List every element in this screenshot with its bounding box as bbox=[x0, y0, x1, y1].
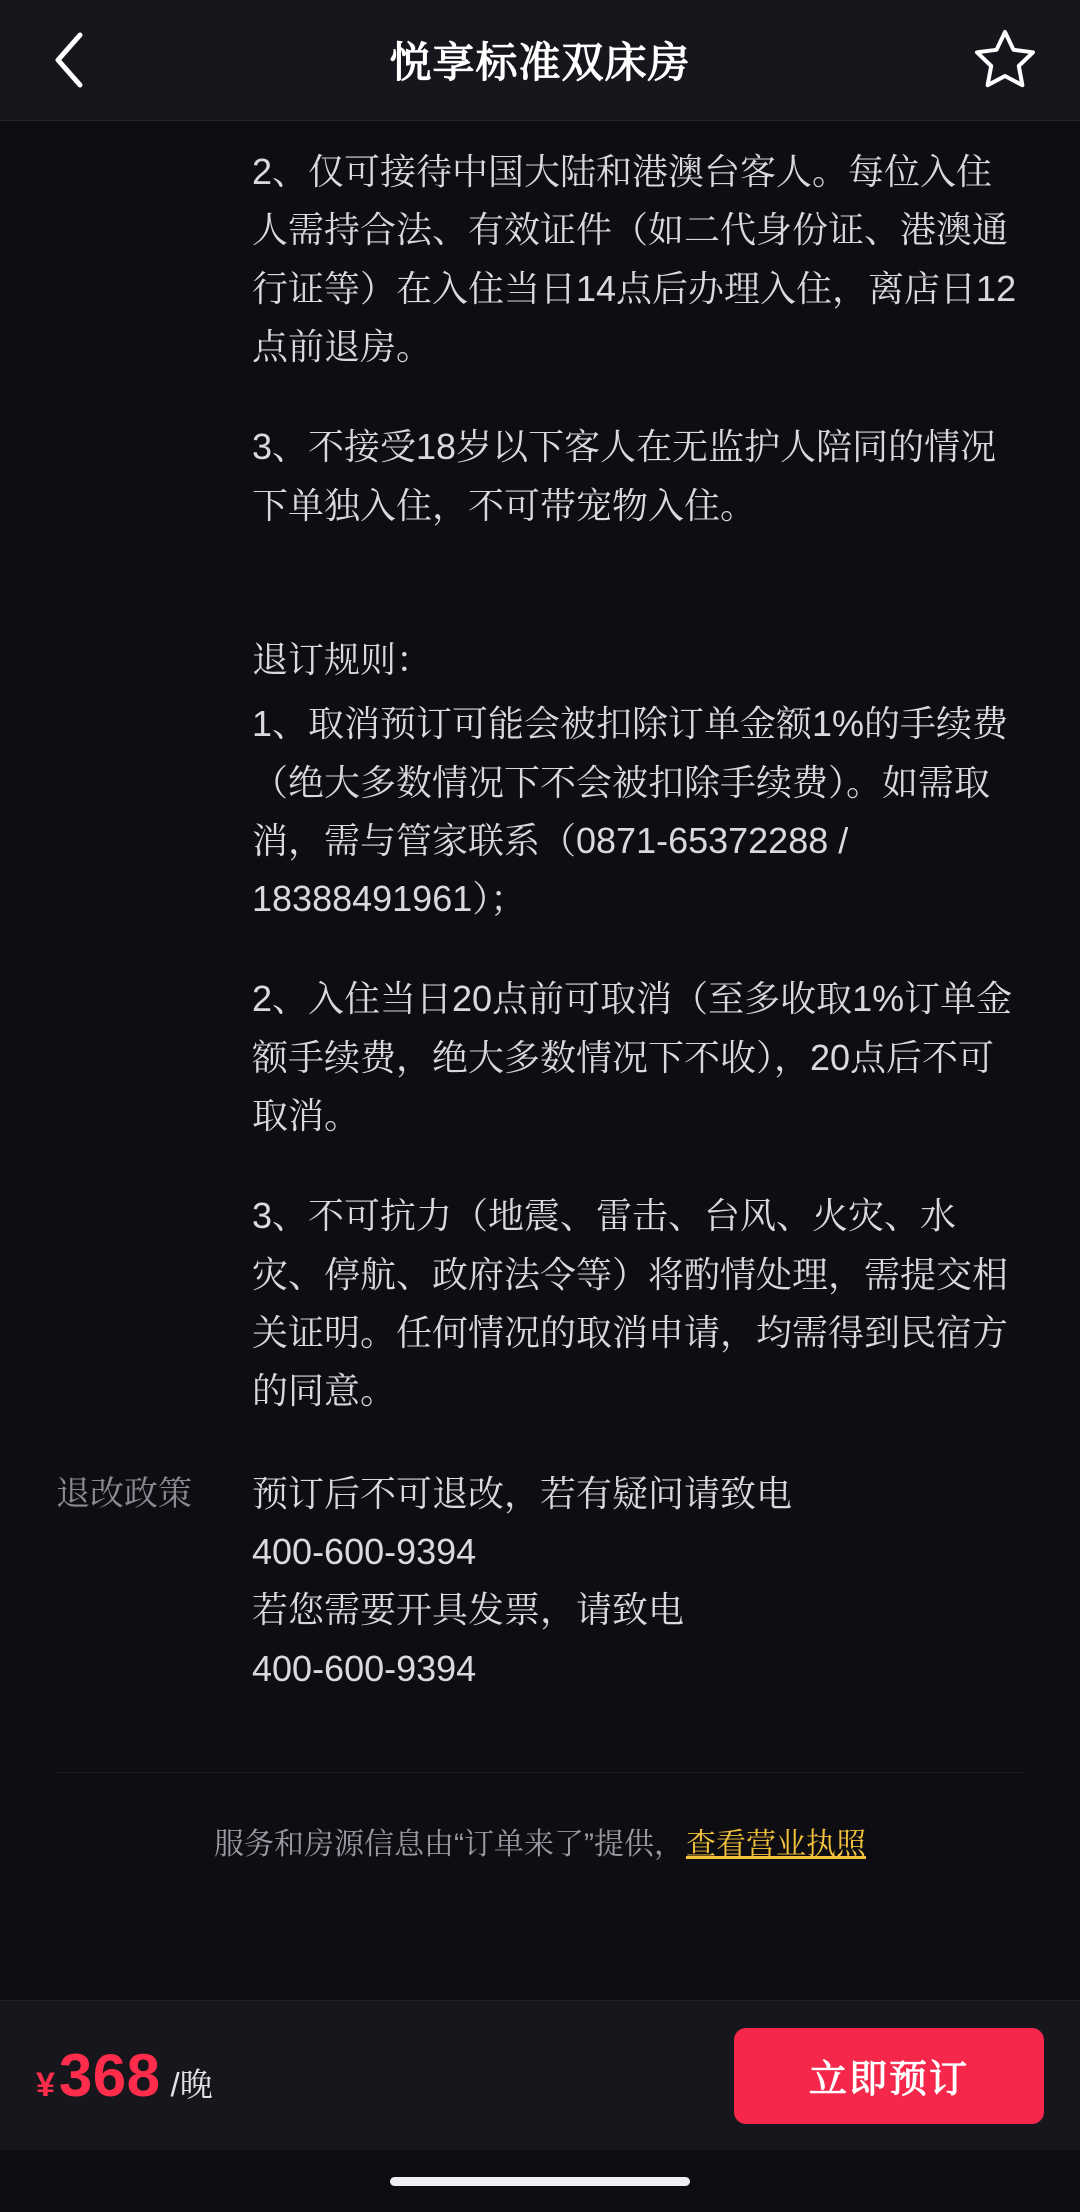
cancel-rule-item: 2、入住当日20点前可取消（至多收取1%订单金额手续费，绝大多数情况下不收），20点后不可取消。 bbox=[252, 978, 1013, 1137]
bottom-action-bar bbox=[0, 2000, 1080, 2150]
provider-notice bbox=[56, 1772, 1024, 1863]
page-header bbox=[0, 0, 1080, 121]
cancel-rules-title: 退订规则： bbox=[252, 638, 433, 680]
cancel-rule-item: 1、取消预订可能会被扣除订单金额1%的手续费（绝大多数情况下不会被扣除手续费）。如需取消，需与管家联系（0871-65372288 / 18388491961）； bbox=[252, 703, 1009, 920]
chevron-left-icon bbox=[50, 31, 86, 89]
refund-policy-label: 退改政策 bbox=[56, 1474, 192, 1513]
back-button[interactable] bbox=[36, 28, 100, 92]
rule-paragraph: 2、仅可接待中国大陆和港澳台客人。每位入住人需持合法、有效证件（如二代身份证、港澳通行证等）在入住当日14点后办理入住，离店日12点前退房。 bbox=[252, 151, 1017, 367]
currency-symbol: ¥ bbox=[36, 2066, 55, 2104]
detail-content-scroll[interactable] bbox=[0, 121, 1080, 2000]
favorite-button[interactable] bbox=[970, 25, 1040, 95]
refund-policy-phone: 400-600-9394 bbox=[252, 1530, 477, 1572]
refund-policy-line: 预订后不可退改，若有疑问请致电 bbox=[252, 1472, 793, 1514]
rules-block bbox=[0, 121, 1080, 1863]
book-now-button[interactable]: 立即预订 bbox=[734, 2028, 1044, 2124]
provider-text: 服务和房源信息由“订单来了”提供， bbox=[214, 1827, 684, 1861]
refund-policy-row bbox=[56, 1465, 1024, 1698]
price-amount: 368 bbox=[58, 2042, 161, 2109]
home-indicator-area bbox=[0, 2150, 1080, 2212]
page-title: 悦享标准双床房 bbox=[389, 39, 691, 86]
rule-paragraph: 3、不接受18岁以下客人在无监护人陪同的情况下单独入住，不可带宠物入住。 bbox=[252, 426, 997, 526]
home-indicator[interactable] bbox=[390, 2177, 690, 2186]
price-unit: /晚 bbox=[170, 2066, 213, 2103]
refund-policy-phone: 400-600-9394 bbox=[252, 1647, 477, 1689]
refund-policy-line: 若您需要开具发票，请致电 bbox=[252, 1589, 685, 1631]
refund-policy-value bbox=[252, 1465, 1024, 1698]
star-outline-icon bbox=[974, 28, 1036, 93]
price-display bbox=[36, 2041, 734, 2110]
cancel-rule-item: 3、不可抗力（地震、雷击、台风、火灾、水灾、停航、政府法令等）将酌情处理，需提交相关证明。任何情况的取消申请，均需得到民宿方的同意。 bbox=[252, 1195, 1009, 1412]
business-license-link[interactable]: 查看营业执照 bbox=[685, 1827, 866, 1861]
